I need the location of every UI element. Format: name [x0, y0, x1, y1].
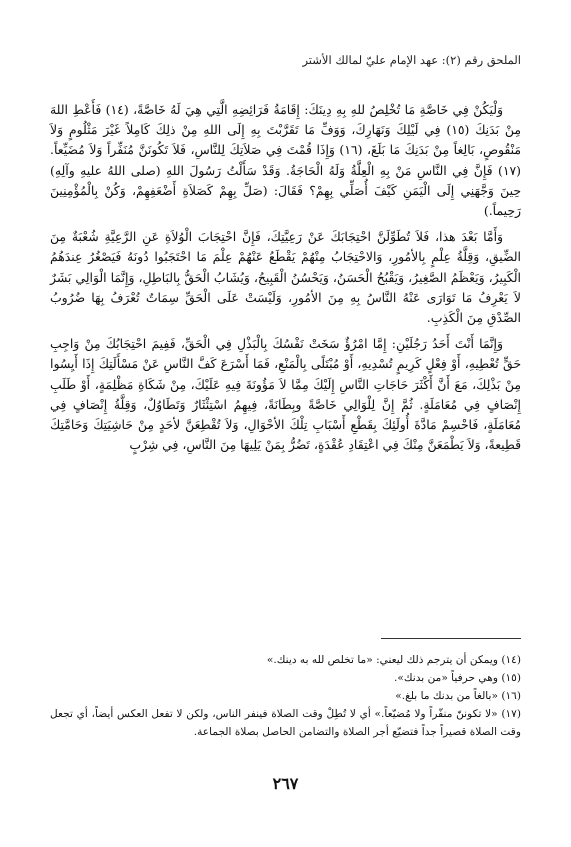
footnote: (١٦) «بالغاً من بدنك ما بلغ.» [395, 690, 521, 702]
main-text [50, 100, 521, 461]
footnote: (١٧) «لا تكوننّ منفّراً ولا مُضيّعاً.» أي لا تُطِلْ وقت الصلاة فينفر الناس، ولكن لا تفعل العكس أيضاً، أي تجعل وقت الصلاة قصيراً جداً فتضيّع أجر الصلاة والتضامن الحاصل بصلاة الجماعة. [50, 708, 521, 738]
footnote: (١٤) ويمكن أن يترجم ذلك ليعني: «ما تخلص لله به دينك.» [266, 654, 521, 666]
page-number: ٢٦٧ [272, 774, 299, 793]
paragraph: وَأَمَّا بَعْدَ هذا، فَلاَ تُطَوِّلَنَّ احْتِجَابَكَ عَنْ رَعِيَّتِكَ، فَإِنَّ احْتِجَابَ الْوُلاَةِ عَنِ الرَّعِيَّةِ شُعْبَةٌ مِنَ الضِّيقِ، وَقِلَّةُ عِلْمٍ بِالأمُورِ، وَالاحْتِجَابُ مِنْهُمْ يَقْطَعُ عَنْهُمْ عِلْمَ مَا احْتَجَبُوا دُونَهُ فَيَصْغُرُ عِندَهُمُ الْكَبِيرُ، وَيَعْظَمُ الصَّغِيرُ، وَيَقْبُحُ الْحَسَنُ، وَيَحْسُنُ الْقَبِيحُ، وَيُشَابُ الْحَقُّ بِالبَاطِلِ، وَإِنَّمَا الْوَالِي بَشَرٌ لاَ يَعْرِفُ مَا تَوَارَى عَنْهُ النَّاسُ بِهِ مِنَ الأمُورِ، وَلَيْسَتْ عَلَى الْحَقِّ سِمَاتٌ تُعْرَفُ بِهَا ضُرُوبُ الصِّدْقِ مِنَ الْكَذِبِ. [50, 229, 521, 326]
running-header: الملحق رقم (٢): عهد الإمام عليّ لمالك الأشتر [302, 53, 521, 67]
paragraph: وَإِنَّمَا أَنْتَ أَحَدُ رَجُلَيْنِ: إِمَّا امْرُؤٌ سَخَتْ نَفْسُكَ بِالْبَذْلِ فِي الْحَقِّ، فَفِيمَ احْتِجَابُكَ مِنْ وَاجِبِ حَقٍّ تُعْطِيهِ، أَوْ فِعْلٍ كَرِيمٍ تُسْدِيهِ، أَوْ مُبْتَلًى بِالْمَنْعِ، فَمَا أَسْرَعَ كَفَّ النَّاسِ عَنْ مَسْأَلَتِكَ إِذَا أَيِسُوا مِنْ بَذْلِكَ، مَعَ أَنَّ أَكْثَرَ حَاجَاتِ النَّاسِ إِلَيْكَ مِمَّا لاَ مَؤُونَةَ فِيهِ عَلَيْكَ، مِنْ شَكَاةِ مَظْلِمَةٍ، أَوْ طَلَبِ إِنْصَافٍ فِي مُعَامَلَةٍ. ثُمَّ إِنَّ لِلْوَالِي خَاصَّةً وبِطَانَةً، فِيهِمُ اسْتِئْثَارٌ وَتَطَاوُلٌ، وَقِلَّةُ إِنْصَافٍ فِي مُعَامَلَةٍ، فَاحْسِمْ مَادَّةَ أُولَئِكَ بِقَطْعِ أَسْبَابِ تِلْكَ الأحْوَالِ، وَلاَ تُقْطِعَنَّ لأحَدٍ مِنْ حَاشِيَتِكَ وَحَامَّتِكَ قَطِيعةً، وَلاَ يَطْمَعَنَّ مِنْكَ فِي اعْتِقَادِ عُقْدَةٍ، تَضُرُّ بِمَنْ يَلِيهَا مِنَ النَّاسِ، فِي شِرْبٍ [50, 336, 521, 453]
paragraph: وَلْيَكُنْ فِي خَاصَّةِ مَا تُخْلِصُ للهِ بِهِ دِينَكَ: إِقَامَةُ فَرَائِضِهِ الَّتِي هِيَ لَهُ خَاصَّةً، (١٤) فَأَعْطِ اللهَ مِنْ بَدَنِكَ (١٥) فِي لَيْلِكَ وَنَهَارِكَ، وَوَفِّ مَا تَقَرَّبْتَ بِهِ إِلَى اللهِ مِنْ ذلِكَ كَامِلاً غَيْرَ مَثْلُومٍ وَلاَ مَنْقُوصٍ، بَالِغاً مِنْ بَدَنِكَ مَا بَلَغَ، (١٦) وَإِذَا قُمْتَ فِي صَلاَتِكَ لِلنَّاسِ، فَلاَ تَكُونَنَّ مُنَفِّراً وَلاَ مُضَيِّعاً. (١٧) فَإِنَّ فِي النَّاسِ مَنْ بِهِ الْعِلَّةُ وَلَهُ الْحَاجَةُ. وَقَدْ سَأَلْتُ رَسُولَ اللهِ (صلى اللهُ عليهِ وآلِهِ) حِينَ وَجَّهَنِي إِلَى الْيَمَنِ كَيْفَ أُصَلِّي بِهِمْ؟ فَقَالَ: (صَلِّ بِهِمْ كَصَلاَةِ أَضْعَفِهِمْ، وَكُنْ بِالْمُؤْمِنِينَ رَحِيماً.) [50, 102, 522, 219]
footnote-divider [381, 638, 521, 639]
footnote: (١٥) وهي حرفياً «من بدنك». [393, 672, 521, 684]
footnotes [50, 651, 521, 741]
